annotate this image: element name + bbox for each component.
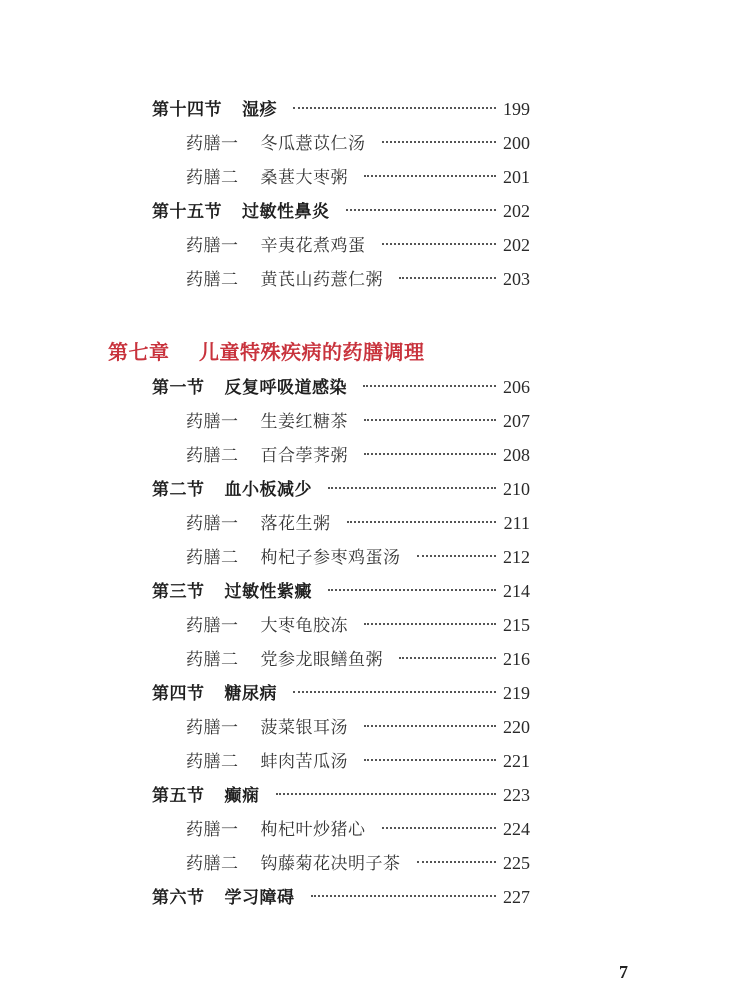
recipe-title: 桑葚大枣粥 (260, 168, 348, 188)
leader-dots (293, 691, 496, 693)
leader-dots (382, 827, 497, 829)
section-number: 第十四节 (152, 100, 222, 120)
toc-recipe-row[interactable] (186, 160, 530, 194)
leader-dots (382, 141, 497, 143)
recipe-title: 大枣龟胶冻 (260, 616, 348, 636)
leader-dots (311, 895, 497, 897)
page-number: 225 (503, 853, 530, 873)
toc-recipe-row[interactable] (186, 608, 530, 642)
recipe-number: 药膳一 (186, 616, 239, 636)
toc-recipe-row[interactable] (186, 642, 530, 676)
page-number: 215 (503, 615, 530, 635)
leader-dots (346, 209, 497, 211)
page-number: 223 (503, 785, 530, 805)
section-number: 第四节 (152, 684, 205, 704)
leader-dots (363, 385, 496, 387)
recipe-title: 黄芪山药薏仁粥 (260, 270, 383, 290)
leader-dots (364, 419, 496, 421)
recipe-title: 枸杞叶炒猪心 (260, 820, 366, 840)
page-number: 211 (503, 513, 530, 533)
recipe-title: 辛夷花煮鸡蛋 (260, 236, 366, 256)
toc-recipe-row[interactable] (186, 812, 530, 846)
leader-dots (276, 793, 497, 795)
toc-section-row[interactable] (152, 370, 530, 404)
toc-recipe-row[interactable] (186, 438, 530, 472)
toc-recipe-row[interactable] (186, 404, 530, 438)
toc-recipe-row[interactable] (186, 744, 530, 778)
section-number: 第五节 (152, 786, 205, 806)
toc-recipe-row[interactable] (186, 228, 530, 262)
toc-section-row[interactable] (152, 472, 530, 506)
recipe-number: 药膳二 (186, 854, 239, 874)
page-number: 201 (503, 167, 530, 187)
page-number: 202 (503, 201, 530, 221)
leader-dots (399, 657, 496, 659)
section-title: 过敏性紫癜 (224, 582, 312, 602)
recipe-title: 百合荸荠粥 (260, 446, 348, 466)
page-number: 216 (503, 649, 530, 669)
page-number: 227 (503, 887, 530, 907)
toc-recipe-row[interactable] (186, 506, 530, 540)
section-title: 血小板减少 (224, 480, 312, 500)
toc-section-row[interactable] (152, 574, 530, 608)
page-number: 199 (503, 99, 530, 119)
recipe-title: 落花生粥 (260, 514, 331, 534)
toc-section-row[interactable] (152, 880, 530, 914)
toc-recipe-row[interactable] (186, 126, 530, 160)
page-number: 202 (503, 235, 530, 255)
toc-section-row[interactable] (152, 92, 530, 126)
section-title: 学习障碍 (224, 888, 295, 908)
page-number: 203 (503, 269, 530, 289)
leader-dots (364, 759, 496, 761)
recipe-title: 党参龙眼鳝鱼粥 (260, 650, 383, 670)
recipe-number: 药膳一 (186, 718, 239, 738)
recipe-title: 冬瓜薏苡仁汤 (260, 134, 366, 154)
page-folio-number: 7 (619, 962, 628, 982)
leader-dots (382, 243, 497, 245)
toc-section-row[interactable] (152, 194, 530, 228)
page-number: 200 (503, 133, 530, 153)
recipe-number: 药膳二 (186, 446, 239, 466)
toc-recipe-row[interactable] (186, 540, 530, 574)
chapter-title: 儿童特殊疾病的药膳调理 (198, 340, 425, 364)
recipe-number: 药膳二 (186, 752, 239, 772)
recipe-title: 枸杞子参枣鸡蛋汤 (260, 548, 401, 568)
page-number: 224 (503, 819, 530, 839)
recipe-number: 药膳二 (186, 270, 239, 290)
leader-dots (293, 107, 496, 109)
recipe-title: 菠菜银耳汤 (260, 718, 348, 738)
section-title: 癫痫 (224, 786, 260, 806)
toc-section-row[interactable] (152, 676, 530, 710)
page-number: 221 (503, 751, 530, 771)
recipe-number: 药膳一 (186, 236, 239, 256)
section-number: 第六节 (152, 888, 205, 908)
leader-dots (364, 453, 496, 455)
section-number: 第三节 (152, 582, 205, 602)
recipe-title: 钩藤菊花决明子茶 (260, 854, 401, 874)
leader-dots (364, 175, 496, 177)
recipe-number: 药膳一 (186, 412, 239, 432)
recipe-title: 生姜红糖茶 (260, 412, 348, 432)
recipe-number: 药膳一 (186, 134, 239, 154)
leader-dots (417, 555, 497, 557)
section-title: 糖尿病 (224, 684, 277, 704)
chapter-number: 第七章 (108, 340, 170, 364)
page-number: 220 (503, 717, 530, 737)
section-title: 过敏性鼻炎 (242, 202, 330, 222)
leader-dots (328, 589, 496, 591)
recipe-title: 蚌肉苦瓜汤 (260, 752, 348, 772)
leader-dots (399, 277, 496, 279)
section-title: 湿疹 (242, 100, 277, 120)
section-title: 反复呼吸道感染 (224, 378, 347, 398)
page-number: 208 (503, 445, 530, 465)
toc-recipe-row[interactable] (186, 846, 530, 880)
chapter-heading[interactable] (108, 334, 424, 370)
recipe-number: 药膳二 (186, 548, 239, 568)
toc-section-row[interactable] (152, 778, 530, 812)
page-number: 207 (503, 411, 530, 431)
toc-recipe-row[interactable] (186, 262, 530, 296)
recipe-number: 药膳一 (186, 820, 239, 840)
section-number: 第十五节 (152, 202, 222, 222)
section-number: 第二节 (152, 480, 205, 500)
leader-dots (364, 623, 496, 625)
page-number: 214 (503, 581, 530, 601)
leader-dots (364, 725, 496, 727)
page-number: 206 (503, 377, 530, 397)
page-number: 210 (503, 479, 530, 499)
recipe-number: 药膳二 (186, 650, 239, 670)
section-number: 第一节 (152, 378, 205, 398)
leader-dots (347, 521, 497, 523)
leader-dots (417, 861, 497, 863)
leader-dots (328, 487, 496, 489)
recipe-number: 药膳二 (186, 168, 239, 188)
recipe-number: 药膳一 (186, 514, 239, 534)
page-number: 219 (503, 683, 530, 703)
toc-recipe-row[interactable] (186, 710, 530, 744)
page-number: 212 (503, 547, 530, 567)
